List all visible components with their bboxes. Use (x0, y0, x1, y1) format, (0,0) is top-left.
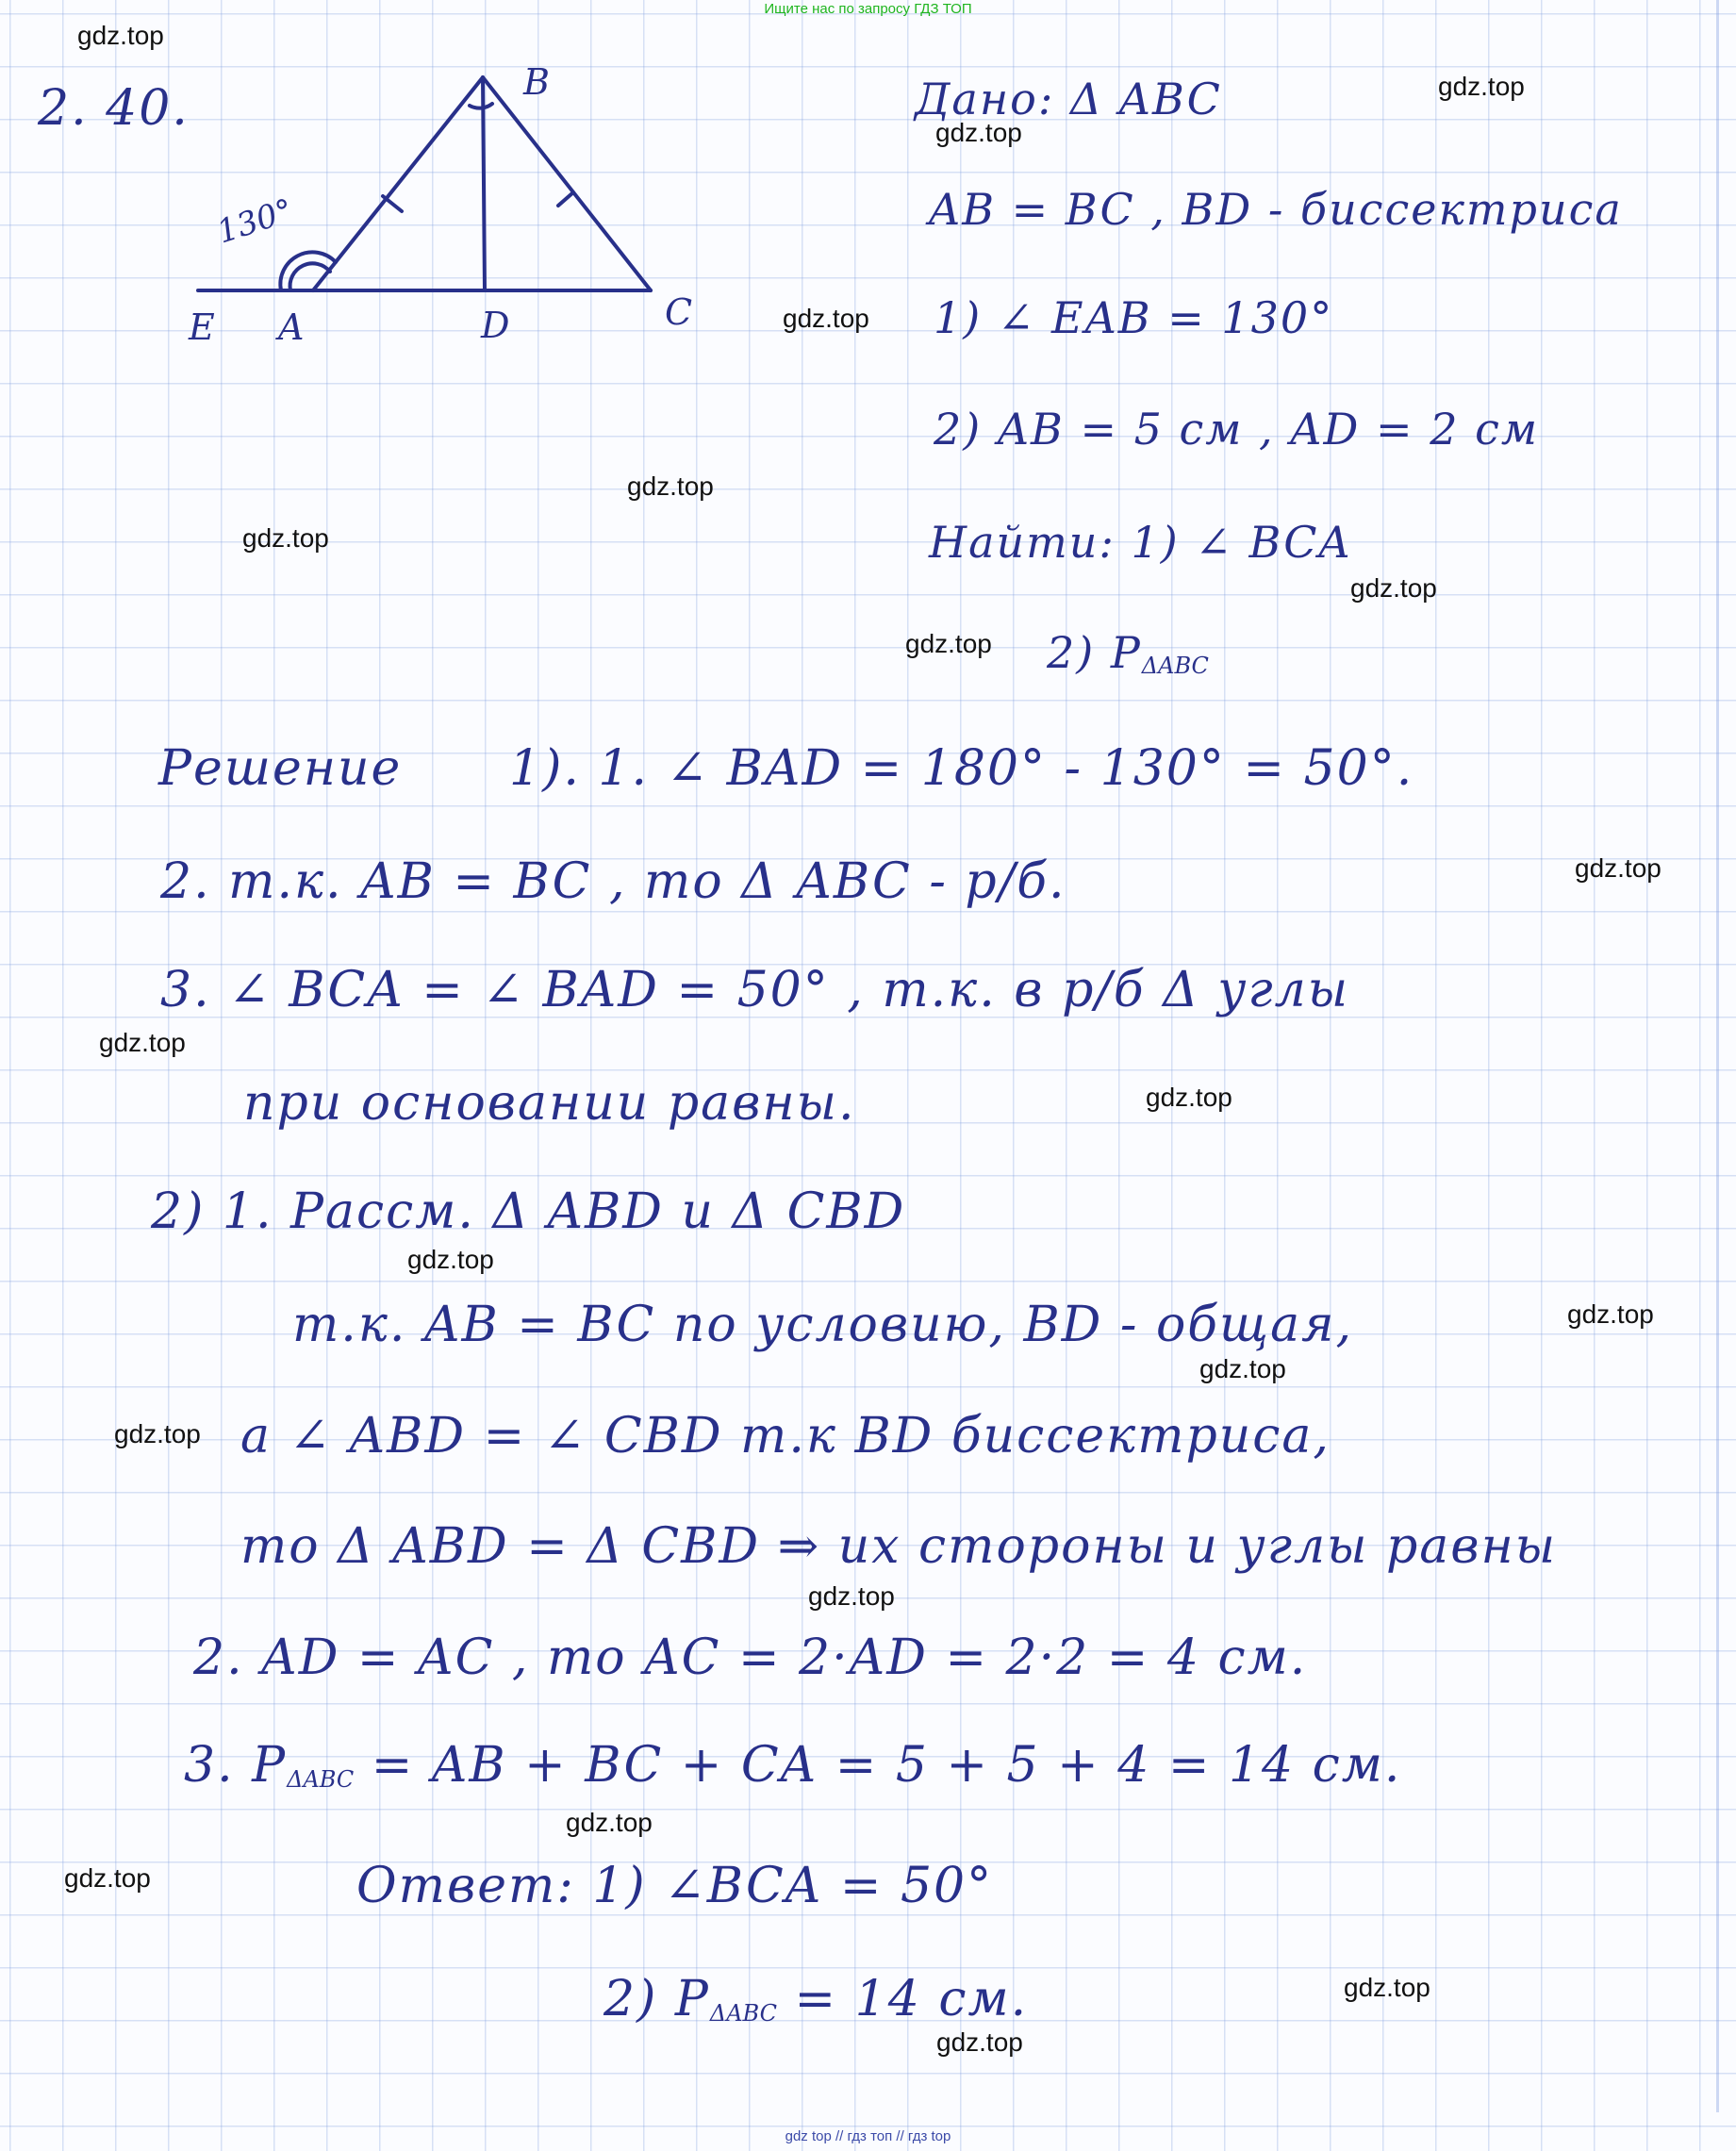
solution-2-step-1a: т.к. AB = BC по условию, BD - общая, (292, 1297, 1354, 1353)
tick-ab (383, 196, 402, 211)
perimeter-rest: = AB + BC + CA = 5 + 5 + 4 = 14 см. (354, 1737, 1402, 1794)
angle-arc-b (470, 104, 492, 108)
watermark: gdz.top (935, 118, 1022, 147)
top-banner[interactable]: Ищите нас по запросу ГДЗ ТОП (764, 1, 972, 17)
find-line-2-prefix: 2) P (1047, 627, 1142, 678)
find-line-1: Найти: 1) ∠ BCA (929, 517, 1352, 568)
perimeter-sub: ΔABC (287, 1766, 355, 1793)
watermark: gdz.top (936, 2027, 1023, 2057)
watermark: gdz.top (905, 629, 992, 658)
point-c-label: C (665, 291, 693, 333)
problem-number: 2. 40. (38, 80, 190, 137)
watermark: gdz.top (1146, 1083, 1232, 1112)
side-ab (313, 77, 483, 290)
find-line-2-sub: ΔABC (1141, 653, 1209, 679)
solution-header: Решение (158, 740, 403, 797)
solution-2-step-2: 2. AD = AC , то AC = 2·AD = 2·2 = 4 см. (193, 1630, 1308, 1686)
point-a-label: A (278, 306, 305, 348)
watermark: gdz.top (114, 1419, 201, 1448)
watermark: gdz.top (1438, 72, 1525, 101)
watermark: gdz.top (242, 523, 329, 553)
answer-rest: = 14 см. (777, 1971, 1029, 2027)
watermark: gdz.top (566, 1808, 653, 1837)
margin-line (1716, 0, 1719, 2112)
solution-2-step-1c: то Δ ABD = Δ CBD ⇒ их стороны и углы равны (240, 1518, 1558, 1575)
watermark: gdz.top (77, 21, 164, 50)
perimeter-prefix: 3. P (184, 1737, 288, 1794)
given-line-3: 1) ∠ EAB = 130° (934, 292, 1334, 343)
given-line-4: 2) AB = 5 см , AD = 2 см (934, 404, 1539, 455)
bottom-banner[interactable]: gdz top // гдз топ // гдз top (785, 2128, 951, 2144)
tick-bc (558, 192, 573, 206)
watermark: gdz.top (1350, 573, 1437, 603)
angle-label: 130° (212, 191, 298, 252)
watermark: gdz.top (808, 1581, 895, 1611)
given-line-2: AB = BC , BD - биссектриса (929, 184, 1623, 235)
triangle-figure (170, 57, 736, 377)
solution-1-step-3a: 3. ∠ BCA = ∠ BAD = 50° , т.к. в р/б Δ углы (160, 962, 1350, 1018)
watermark: gdz.top (64, 1863, 151, 1893)
given-line-1: Дано: Δ ABC (915, 74, 1222, 124)
watermark: gdz.top (1344, 1973, 1430, 2002)
answer-prefix: 2) P (603, 1971, 710, 2027)
answer-sub: ΔABC (709, 2000, 777, 2027)
find-line-2 (1047, 627, 1209, 679)
watermark: gdz.top (783, 304, 869, 333)
watermark: gdz.top (99, 1028, 186, 1057)
watermark: gdz.top (627, 472, 714, 501)
watermark: gdz.top (1567, 1299, 1654, 1329)
watermark: gdz.top (1575, 853, 1662, 883)
solution-1-step-2: 2. т.к. AB = BC , то Δ ABC - р/б. (160, 853, 1066, 910)
watermark: gdz.top (1199, 1354, 1286, 1383)
point-b-label: B (523, 61, 550, 103)
solution-1-step-3b: при основании равны. (243, 1075, 856, 1132)
side-bc (483, 77, 651, 290)
point-d-label: D (481, 305, 510, 346)
solution-2-step-1: 2) 1. Рассм. Δ ABD и Δ CBD (151, 1183, 906, 1240)
solution-2-step-1b: а ∠ ABD = ∠ CBD т.к BD биссектриса, (240, 1408, 1331, 1464)
point-e-label: E (189, 306, 215, 348)
answer-line-1: Ответ: 1) ∠BCA = 50° (356, 1858, 994, 1914)
solution-1-step-1: 1). 1. ∠ BAD = 180° - 130° = 50°. (509, 740, 1414, 797)
answer-line-2 (603, 1971, 1028, 2027)
solution-2-step-3 (184, 1737, 1401, 1794)
watermark: gdz.top (407, 1245, 494, 1274)
